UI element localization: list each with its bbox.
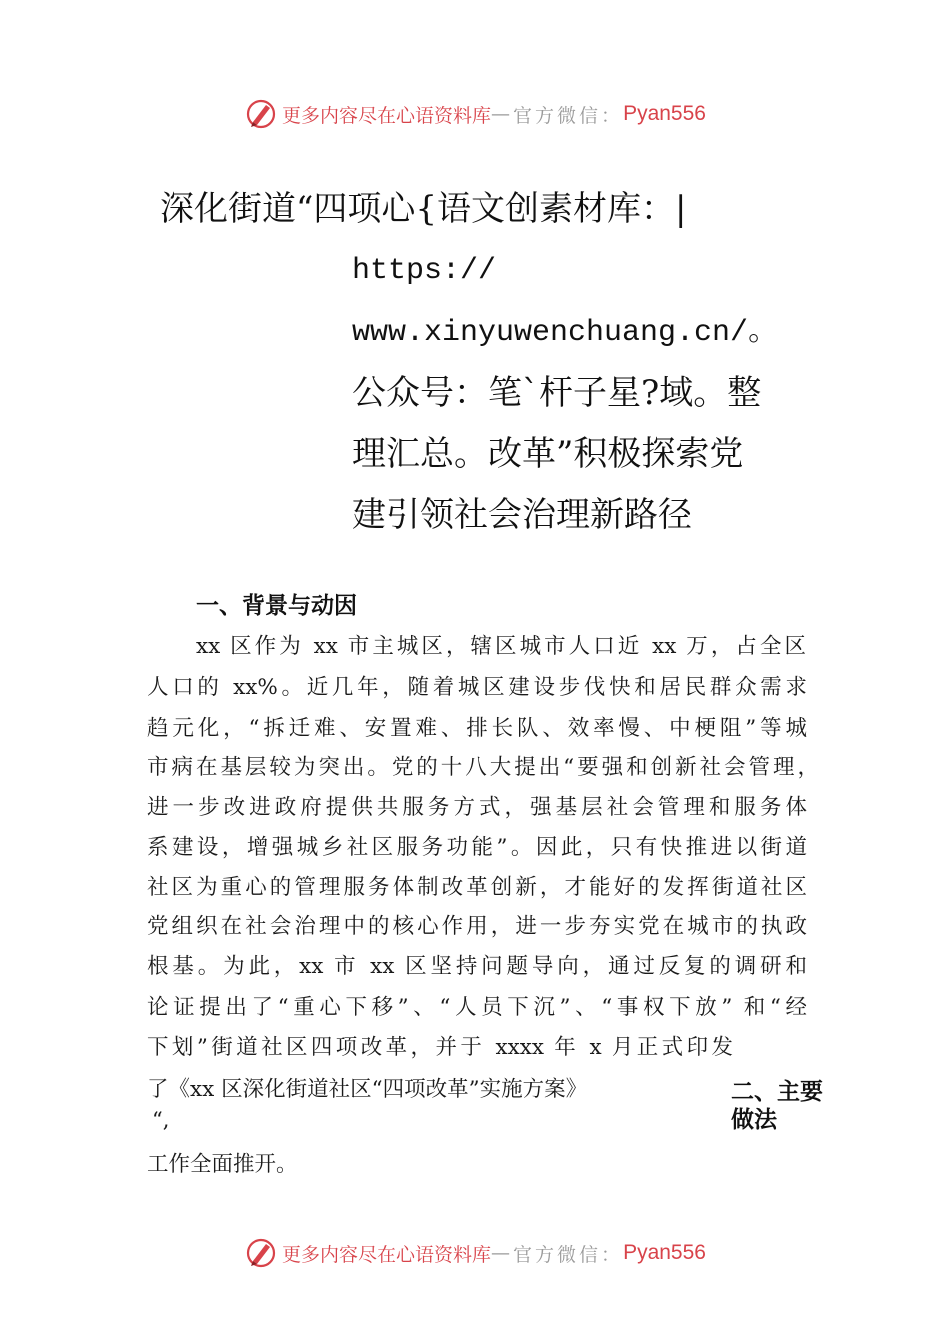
body-line-10: 论证提出了“重心下移”、“人员下沉”、“事权下放” 和“经 (147, 995, 807, 1020)
title-line-4: 公众号：笔`杆子星?域。整 (352, 373, 762, 413)
body-line-14: 工作全面推开。 (147, 1152, 298, 1177)
body-line-3: 趋元化，“拆迁难、安置难、排长队、效率慢、中梗阻”等城 (147, 716, 807, 741)
banner-site-name: 更多内容尽在心语资料库 (282, 104, 492, 127)
body-line-8: 党组织在社会治理中的核心作用，进一步夯实党在城市的执政 (147, 914, 807, 939)
banner-dash: — (491, 1242, 514, 1264)
title-line-2: https:// (352, 254, 497, 288)
banner-wechat-id: Pyan556 (623, 1241, 706, 1264)
body-line-13: “, (152, 1108, 170, 1132)
body-line-7: 社区为重心的管理服务体制改革创新，才能好的发挥街道社区 (147, 875, 807, 900)
title-line-6: 建引领社会治理新路径 (352, 495, 692, 535)
banner-dash: — (491, 103, 514, 125)
body-line-12: 了《xx 区深化街道社区“四项改革”实施方案》 (147, 1077, 588, 1102)
body-line-9: 根基。为此，xx 市 xx 区坚持问题导向，通过反复的调研和 (147, 954, 807, 979)
banner-site-name: 更多内容尽在心语资料库 (282, 1243, 492, 1266)
body-line-2: 人口的 xx%。近几年，随着城区建设步伐快和居民群众需求 (147, 675, 807, 700)
banner-wechat-label: 官方微信： (513, 104, 624, 127)
banner-wechat-label: 官方微信： (513, 1243, 624, 1266)
footer-banner (0, 1233, 950, 1273)
title-line-3: www.xinyuwenchuang.cn/。 (352, 316, 779, 350)
section-heading-main-practices-1: 二、主要 (731, 1078, 823, 1104)
header-banner (0, 94, 950, 134)
pen-logo-icon (244, 1236, 278, 1270)
body-line-6: 系建设，增强城乡社区服务功能”。因此，只有快推进以街道 (147, 835, 807, 860)
body-line-4: 市病在基层较为突出。党的十八大提出“要强和创新社会管理， (147, 755, 819, 780)
banner-wechat-id: Pyan556 (623, 102, 706, 125)
pen-logo-icon (244, 97, 278, 131)
body-line-11: 下划”街道社区四项改革，并于 xxxx 年 x 月正式印发 (147, 1035, 733, 1060)
body-line-1: xx 区作为 xx 市主城区，辖区城市人口近 xx 万，占全区 (196, 634, 806, 659)
title-line-5: 理汇总。改革”积极探索党 (352, 434, 744, 474)
section-heading-main-practices-2: 做法 (731, 1106, 777, 1132)
section-heading-background: 一、背景与动因 (196, 592, 357, 618)
body-line-5: 进一步改进政府提供共服务方式，强基层社会管理和服务体 (147, 795, 807, 820)
title-line-1: 深化街道“四项心{语文创素材库：| (160, 189, 687, 229)
